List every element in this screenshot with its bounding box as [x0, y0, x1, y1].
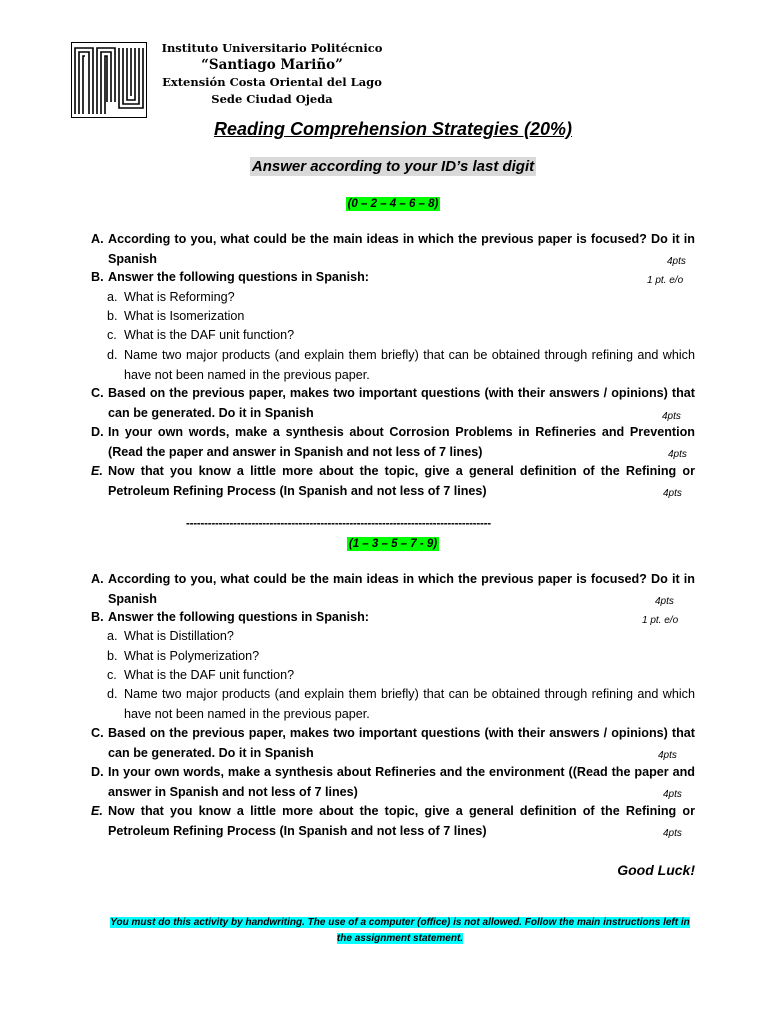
question-text: In your own words, make a synthesis about Refineries and the environment ((Read the paper and answer in Spanish and not less of 7 lines): [108, 765, 695, 799]
institution-name: Instituto Universitario Politécnico: [161, 41, 383, 55]
group1-sub-c: [107, 326, 695, 346]
question-points: 4pts: [668, 449, 687, 460]
sub-text: Name two major products (and explain them briefly) that can be obtained through refining and which have not been named in the previous paper.: [124, 687, 695, 721]
institution-header: [152, 40, 392, 108]
group2-sub-d: [107, 685, 695, 724]
question-text: Now that you know a little more about the topic, give a general definition of the Refining or Petroleum Refining Process (In Spanish and not less of 7 lines): [108, 804, 695, 838]
group1-question-d: [91, 423, 695, 462]
sub-text: What is the DAF unit function?: [124, 668, 295, 682]
question-label: C.: [91, 386, 104, 400]
question-text: Based on the previous paper, makes two important questions (with their answers / opinions) that can be generated. Do it in Spanish: [108, 726, 695, 760]
group1-label-wrap: [0, 194, 768, 212]
question-text: Now that you know a little more about the topic, give a general definition of the Refining or Petroleum Refining Process (In Spanish and not less of 7 lines): [108, 464, 695, 498]
footer-note-text: You must do this activity by handwriting. The use of a computer (office) is not allowed. Follow the main instructions left in the assignment statement.: [110, 917, 690, 944]
question-text: According to you, what could be the main ideas in which the previous paper is focused? Do it in Spanish: [108, 572, 695, 606]
sub-text: What is Isomerization: [124, 309, 245, 323]
sub-label: c.: [107, 328, 117, 342]
group2-label: (1 – 3 – 5 – 7 - 9): [348, 538, 438, 550]
group2-sub-b: [107, 647, 695, 667]
question-label: D.: [91, 425, 104, 439]
question-label: A.: [91, 232, 104, 246]
question-label: C.: [91, 726, 104, 740]
sub-text: What is Polymerization?: [124, 649, 260, 663]
group2-sub-c: [107, 666, 695, 686]
sub-label: d.: [107, 348, 118, 362]
footer-note: [110, 915, 690, 947]
question-label: E.: [91, 804, 103, 818]
question-label: D.: [91, 765, 104, 779]
question-points: 1 pt. e/o: [642, 615, 679, 626]
group1-sub-b: [107, 307, 695, 327]
institution-extension: Extensión Costa Oriental del Lago: [162, 75, 382, 89]
question-text: Based on the previous paper, makes two important questions (with their answers / opinions) that can be generated. Do it in Spanish: [108, 386, 695, 420]
question-text: In your own words, make a synthesis about Corrosion Problems in Refineries and Prevention (Read the paper and answer in Spanish and not less of 7 lines): [108, 425, 695, 459]
group2-question-d: [91, 763, 695, 802]
group1-question-c: [91, 384, 695, 423]
sub-label: b.: [107, 649, 118, 663]
question-points: 4pts: [658, 750, 677, 761]
question-points: 1 pt. e/o: [647, 275, 684, 286]
group2-question-e: [91, 802, 695, 841]
question-points: 4pts: [655, 596, 674, 607]
group1-question-b: [91, 268, 695, 288]
group1-sub-d: [107, 346, 695, 385]
group2-question-c: [91, 724, 695, 763]
question-text: According to you, what could be the main ideas in which the previous paper is focused? Do it in Spanish: [108, 232, 695, 266]
good-luck-text: Good Luck!: [617, 862, 695, 878]
sub-label: d.: [107, 687, 118, 701]
sub-label: a.: [107, 629, 118, 643]
group1-question-a: [91, 230, 695, 269]
group2-question-a: [91, 570, 695, 609]
question-points: 4pts: [663, 789, 682, 800]
section-divider: ------------------------------------------------------------------------------------: [186, 518, 491, 530]
subtitle-wrap: [0, 158, 768, 176]
question-label: E.: [91, 464, 103, 478]
group2-sub-a: [107, 627, 695, 647]
institution-title: “Santiago Mariño”: [201, 57, 343, 73]
sub-text: Name two major products (and explain them briefly) that can be obtained through refining and which have not been named in the previous paper.: [124, 348, 695, 382]
group1-question-e: [91, 462, 695, 501]
question-text: Answer the following questions in Spanish:: [108, 610, 369, 624]
sub-label: b.: [107, 309, 118, 323]
question-label: B.: [91, 610, 104, 624]
group2-label-wrap: [0, 534, 768, 552]
question-points: 4pts: [662, 411, 681, 422]
sub-label: c.: [107, 668, 117, 682]
question-points: 4pts: [663, 488, 682, 499]
group2-question-b: [91, 608, 695, 628]
question-points: 4pts: [667, 256, 686, 267]
sub-text: What is Reforming?: [124, 290, 235, 304]
question-label: B.: [91, 270, 104, 284]
sub-text: What is the DAF unit function?: [124, 328, 295, 342]
question-label: A.: [91, 572, 104, 586]
sub-label: a.: [107, 290, 118, 304]
page-subtitle: Answer according to your ID’s last digit: [251, 158, 535, 175]
group1-label: (0 – 2 – 4 – 6 – 8): [347, 198, 439, 210]
institution-sede: Sede Ciudad Ojeda: [211, 92, 333, 106]
page-title: Reading Comprehension Strategies (20%): [213, 119, 573, 139]
institution-logo: [71, 42, 147, 118]
question-text: Answer the following questions in Spanish:: [108, 270, 369, 284]
sub-text: What is Distillation?: [124, 629, 234, 643]
question-points: 4pts: [663, 828, 682, 839]
group1-sub-a: [107, 288, 695, 308]
